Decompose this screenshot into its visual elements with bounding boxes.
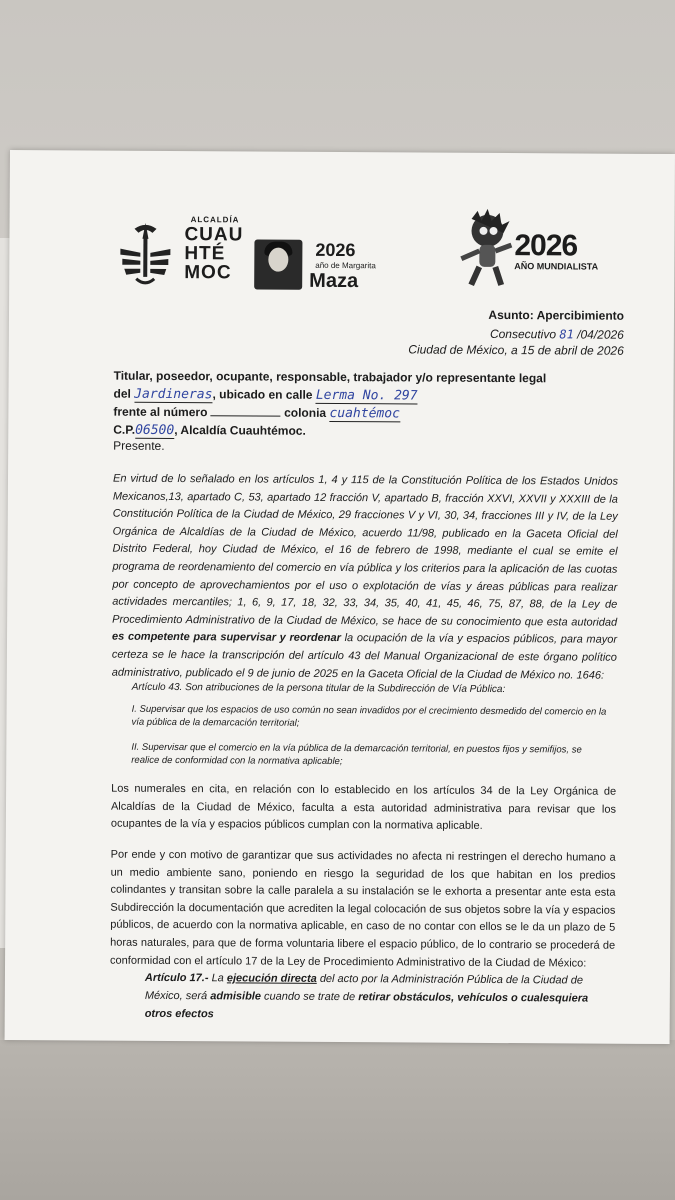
margarita-maza-portrait <box>254 239 302 289</box>
p1-text-b: la ocupación de la vía y espacios públicos, para mayor certeza se le hace la transcripción del artículo 43 del Manual Organizacional de este órgano político administrativo, publicado el 9 de junio de 2025 en la Gaceta Oficial de la Ciudad de México no. 1646: <box>111 632 618 682</box>
consecutivo-handwritten: 81 <box>559 327 574 342</box>
art17-text-a: La <box>211 972 224 985</box>
art17-admisible: admisible <box>210 990 262 1003</box>
consecutivo-label: Consecutivo <box>489 326 557 342</box>
art17-label: Artículo 17.- <box>144 971 209 985</box>
colonia-label: colonia <box>284 405 327 420</box>
paragraph-exhorto: Por ende y con motivo de garantizar que sus actividades no afecta ni restringen el derecho humano a un medio ambiente sano, poniendo en riesgo la seguridad de los que habitan en los predios colindantes y transitan sobre la calle paralela a su instalación se le exhorta a presentar ante esta esta Subdirección la documentación que acrediten la legal colocación de sus objetos sobre la vía y espacios públicos, de acuerdo con la normativa aplicable, en caso de no contar con ellos se le da un plazo de 5 horas naturales, para que de forma voluntaria libere el espacio público, de lo contrario se procederá de conformidad con el artículo 17 de la Ley de Procedimiento Administrativo de la Ciudad de México: <box>110 848 616 970</box>
art17-text-c: cuando se trate de <box>264 990 356 1004</box>
alcaldia-small-label: ALCALDÍA <box>190 215 240 225</box>
art43-fraccion-ii: II. Supervisar que el comercio en la vía pública de la demarcación territorial, en puestos fijos y semifijos, se realice de conformidad con la normativa aplicable; <box>131 741 582 768</box>
alcaldia-logo <box>114 213 254 294</box>
maza-name: Maza <box>309 269 359 293</box>
address-line3 <box>113 405 400 422</box>
mundial-mascot-icon <box>449 209 519 289</box>
art43-fraccion-i: I. Supervisar que los espacios de uso común no sean invadidos por el crecimiento desmedido del comercio en la vía pública de la demarcación territorial; <box>131 703 607 729</box>
table-surface <box>0 1040 675 1200</box>
alcaldia-name-line1: CUAU <box>184 224 244 246</box>
calle-handwritten: Lerma No. 297 <box>315 387 418 404</box>
cp-tail: , Alcaldía Cuauhtémoc. <box>174 423 306 438</box>
mundial-year: 2026 <box>514 229 578 263</box>
address-line1: Titular, poseedor, ocupante, responsable, trabajador y/o representante legal <box>113 368 547 386</box>
art17-quote <box>145 969 605 1026</box>
document-page <box>5 150 675 1044</box>
mundial-subtitle: AÑO MUNDIALISTA <box>514 261 599 272</box>
colonia-handwritten: cuahtémoc <box>329 405 400 422</box>
p1-text-a: En virtud de lo señalado en los artículos 1, 4 y 115 de la Constitución Política de los Estados Unidos Mexicanos,13, apartado C, 53, apartado 12 fracción V, apartado B, fracción XXVI, XXVII y XXXIII de la Constitución Política de la Ciudad de México, 29 fracciones V y VI, 30, 34, fracciones III y IV, de la Ley Orgánica de Alcaldías de la Ciudad de México, acuerdo 11/98, publicado en la Gaceta Oficial del Distrito Federal, hoy Ciudad de México, el 16 de febrero de 1998, mediante el cual se emite el programa de reordenamiento del comercio en vía pública y los criterios para la aplicación de las cuotas por concepto de aprovechamientos por el uso o explotación de vías y áreas públicas para realizar actividades mercantiles; 1, 6, 9, 17, 18, 32, 33, 34, 35, 40, 41, 45, 46, 75, 87, 88, de la Ley de Procedimiento Administrativo de la Ciudad de México, se hace de su conocimiento que esta autoridad <box>112 472 619 629</box>
del-label: del <box>113 386 131 401</box>
alcaldia-name-line2: HTÉ <box>184 243 226 265</box>
consecutivo <box>490 327 624 342</box>
frente-label: frente al número <box>113 404 208 420</box>
asunto: Asunto: Apercibimiento <box>488 307 625 323</box>
alcaldia-name-line3: MOC <box>184 262 232 284</box>
paragraph-fundamento <box>112 471 618 685</box>
calle-label: , ubicado en calle <box>212 387 313 402</box>
numero-blank <box>211 405 281 416</box>
consecutivo-tail: /04/2026 <box>577 327 624 342</box>
maza-year: 2026 <box>315 239 356 261</box>
address-line4 <box>113 423 306 439</box>
art17-text-b: del acto por la Administración Pública de la Ciudad de México, será <box>144 972 584 1003</box>
art17-retirar: retirar obstáculos, vehículos o cualesquiera otros efectos <box>144 991 589 1021</box>
fecha: Ciudad de México, a 15 de abril de 2026 <box>408 342 624 358</box>
art43-heading: Artículo 43. Son atribuciones de la persona titular de la Subdirección de Vía Pública: <box>131 681 506 696</box>
address-line2 <box>113 387 417 404</box>
maza-caption: año de Margarita <box>315 260 376 271</box>
mundial-logo <box>514 229 598 272</box>
paragraph-numerales: Los numerales en cita, en relación con lo establecido en los artículos 34 de la Ley Orgánica de Alcaldías de la Ciudad de México, faculta a esta autoridad administrativa para revisar que los ocupantes de la vía y espacios públicos cumplan con la normativa aplicable. <box>110 782 617 833</box>
cp-label: C.P. <box>113 422 136 437</box>
cp-handwritten: 06500 <box>135 422 175 439</box>
p1-bold: es competente para supervisar y reordenar <box>111 630 341 645</box>
art17-ejecucion: ejecución directa <box>226 972 317 985</box>
del-handwritten: Jardineras <box>134 386 213 403</box>
eagle-emblem-icon <box>114 219 176 289</box>
presente: Presente. <box>113 438 165 453</box>
